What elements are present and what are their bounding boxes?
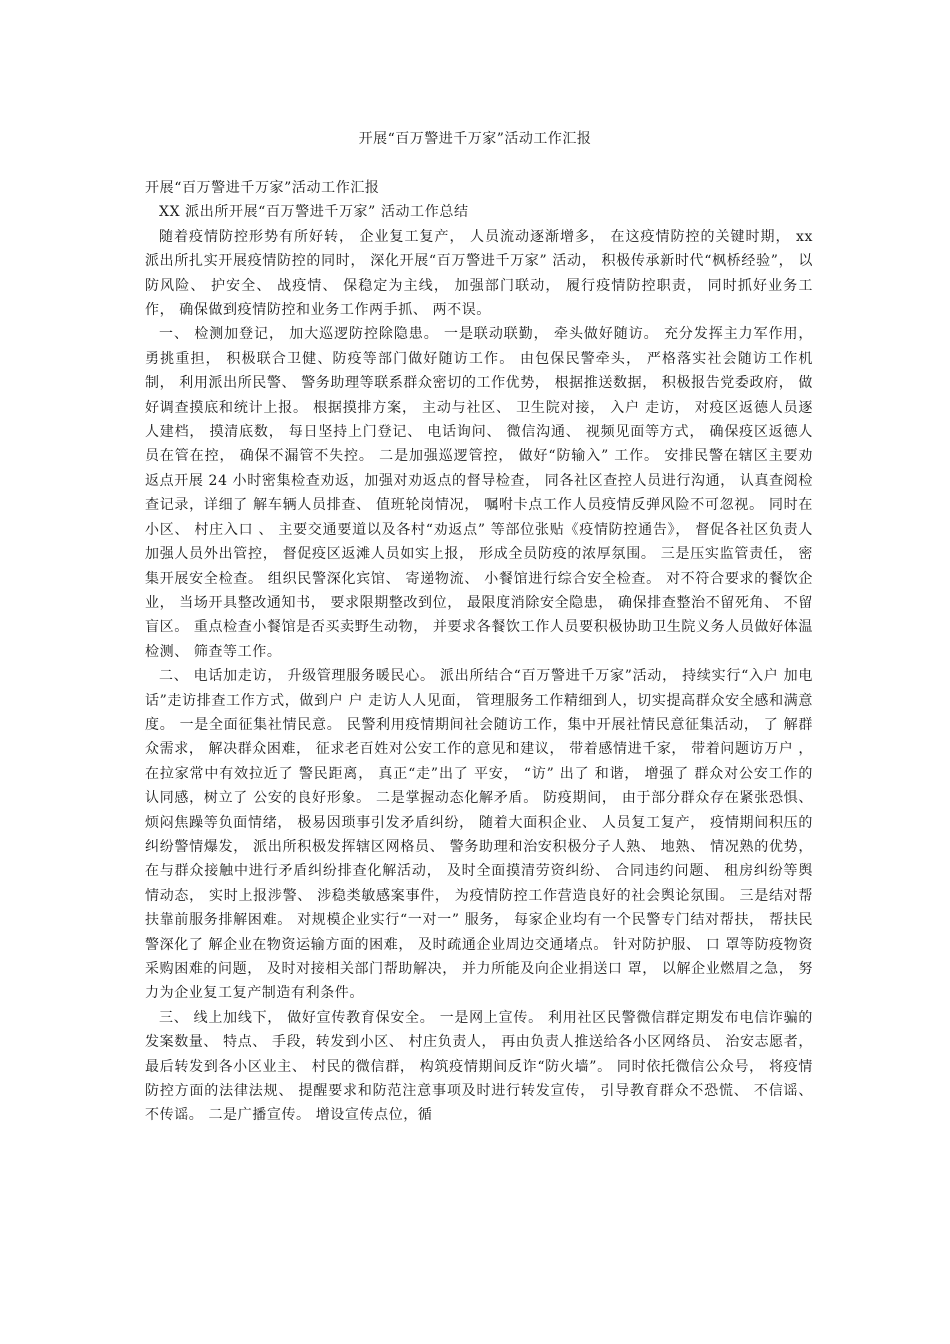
- section-two-paragraph: 二、 电话加走访， 升级管理服务暖民心。 派出所结合“百万警进千万家”活动， 持续实行“入户 加电话”走访排查工作方式，做到户 户 走访人人见面， 管理服务工作精细到人，切实提高群众安全感和满意度。 一是全面征集社情民意。 民警利用疫情期间社会随访工作，集中开展社情民意征集活动， 了 解群众需求， 解决群众困难， 征求老百姓对公安工作的意见和建议， 带着感情进千家， 带着问题访万户 ， 在拉家常中有效拉近了 警民距离， 真正“走”出了 平安， “访” 出了 和谐， 增强了 群众对公安工作的认同感，树立了 公安的良好形象。 二是掌握动态化解矛盾。 防疫期间， 由于部分群众存在紧张恐惧、 烦闷焦躁等负面情绪， 极易因琐事引发矛盾纠纷， 随着大面积企业、 人员复工复产， 疫情期间积压的纠纷警情爆发， 派出所积极发挥辖区网格员、 警务助理和治安积极分子人熟、 地熟、 情况熟的优势， 在与群众接触中进行矛盾纠纷排查化解活动， 及时全面摸清劳资纠纷、 合同违约问题、 租房纠纷等舆情动态， 实时上报涉警、 涉稳类敏感案事件， 为疫情防控工作营造良好的社会舆论氛围。 三是结对帮扶靠前服务排解困难。 对规模企业实行“一对一” 服务， 每家企业均有一个民警专门结对帮扶， 帮扶民警深化了 解企业在物资运输方面的困难， 及时疏通企业周边交通堵点。 针对防护服、 口 罩等防疫物资采购困难的问题， 及时对接相关部门帮助解决， 并力所能及向企业捐送口 罩， 以解企业燃眉之急， 努力为企业复工复产制造有利条件。: [145, 668, 813, 1002]
- section-three-paragraph: 三、 线上加线下， 做好宣传教育保安全。 一是网上宣传。 利用社区民警微信群定期发布电信诈骗的发案数量、 特点、 手段，转发到小区、 村庄负责人， 再由负责人推送给各小区网络员、 治安志愿者， 最后转发到各小区业主、 村民的微信群， 构筑疫情期间反诈“防火墙”。 同时依托微信公众号， 将疫情防控方面的法律法规、 提醒要求和防范注意事项及时进行转发宣传， 引导教育群众不恐慌、 不信谣、 不传谣。 二是广播宣传。 增设宣传点位，循: [145, 1009, 813, 1124]
- document-title: 开展“百万警进千万家”活动工作汇报: [358, 131, 592, 147]
- intro-paragraph: 随着疫情防控形势有所好转， 企业复工复产， 人员流动逐渐增多， 在这疫情防控的关键时期， xx 派出所扎实开展疫情防控的同时， 深化开展“百万警进千万家” 活动， 积极传承新时代“枫桥经验”， 以防风险、 护安全、 战疫情、 保稳定为主线， 加强部门联动， 履行疫情防控职责， 同时抓好业务工作， 确保做到疫情防控和业务工作两手抓、 两不误。: [145, 228, 813, 319]
- document-subtitle: 开展“百万警进千万家”活动工作汇报: [145, 180, 380, 196]
- organization-report-title: XX 派出所开展“百万警进千万家” 活动工作总结: [159, 204, 469, 221]
- section-one-paragraph: 一、 检测加登记， 加大巡逻防控除隐患。 一是联动联勤， 牵头做好随访。 充分发挥主力军作用， 勇挑重担， 积极联合卫健、防疫等部门做好随访工作。 由包保民警牵头， 严格落实社会随访工作机制， 利用派出所民警、 警务助理等联系群众密切的工作优势， 根据推送数据， 积极报告党委政府， 做好调查摸底和统计上报。 根据摸排方案， 主动与社区、 卫生院对接， 入户 走访， 对疫区返德人员逐人建档， 摸清底数， 每日坚持上门登记、 电话询问、 微信沟通、 视频见面等方式， 确保疫区返德人员在管在控， 确保不漏管不失控。 二是加强巡逻管控， 做好“防输入” 工作。 安排民警在辖区主要劝返点开展 24 小时密集检查劝返，加强对劝返点的督导检查， 同各社区查控人员进行沟通， 认真查阅检查记录，详细了 解车辆人员排查、 值班轮岗情况， 嘱咐卡点工作人员疫情反弹风险不可忽视。 同时在小区、 村庄入口 、 主要交通要道以及各村“劝返点” 等部位张贴《疫情防控通告》， 督促各社区负责人加强人员外出管控， 督促疫区返滩人员如实上报， 形成全员防疫的浓厚氛围。 三是压实监管责任， 密集开展安全检查。 组织民警深化宾馆、 寄递物流、 小餐馆进行综合安全检查。 对不符合要求的餐饮企业， 当场开具整改通知书， 要求限期整改到位， 最限度消除安全隐患， 确保排查整治不留死角、 不留盲区。 重点检查小餐馆是否买卖野生动物， 并要求各餐饮工作人员要积极协助卫生院义务人员做好体温检测、 筛查等工作。: [145, 326, 813, 660]
- document-body: [145, 176, 813, 1128]
